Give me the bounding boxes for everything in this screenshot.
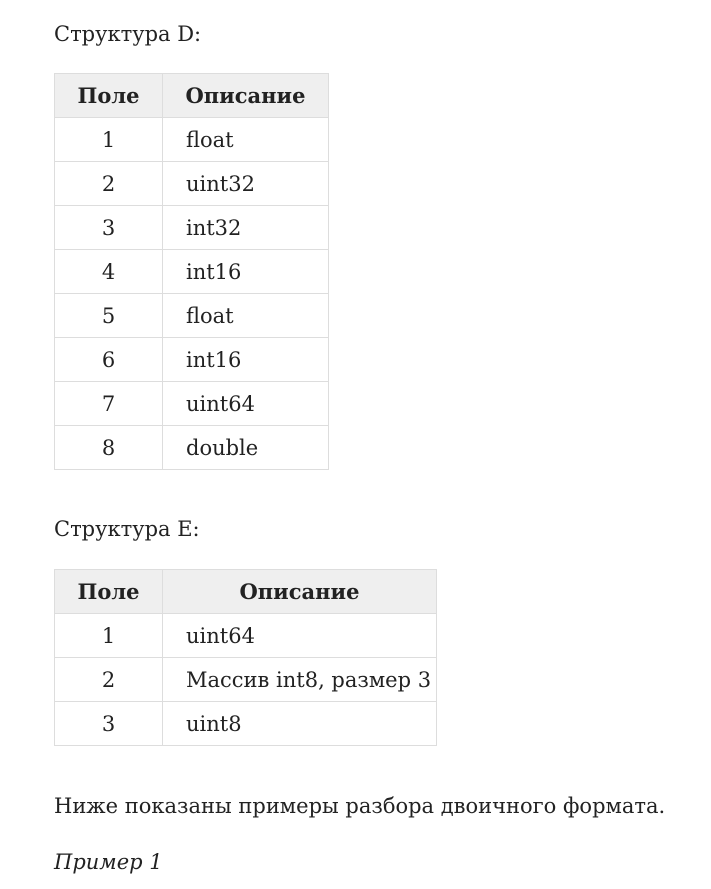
field-description-cell: float xyxy=(163,294,329,338)
table-header-row xyxy=(55,570,437,614)
structure-e-title: Структура E: xyxy=(54,517,200,541)
table-row xyxy=(55,426,329,470)
table-row xyxy=(55,118,329,162)
table-header-row xyxy=(55,74,329,118)
table-row xyxy=(55,250,329,294)
field-description-cell: uint8 xyxy=(163,702,437,746)
field-number-cell: 7 xyxy=(55,382,163,426)
field-number-cell: 1 xyxy=(55,614,163,658)
structure-e-table xyxy=(54,569,437,746)
field-description-cell: uint32 xyxy=(163,162,329,206)
table-row xyxy=(55,294,329,338)
table-row xyxy=(55,702,437,746)
table-row xyxy=(55,206,329,250)
field-number-cell: 1 xyxy=(55,118,163,162)
field-description-cell: uint64 xyxy=(163,382,329,426)
field-description-cell: double xyxy=(163,426,329,470)
field-description-cell: int32 xyxy=(163,206,329,250)
table-row xyxy=(55,338,329,382)
column-header-description: Описание xyxy=(163,570,437,614)
field-number-cell: 3 xyxy=(55,206,163,250)
example-heading: Пример 1 xyxy=(54,850,163,874)
structure-d-title: Структура D: xyxy=(54,22,202,46)
description-paragraph: Ниже показаны примеры разбора двоичного формата. xyxy=(54,794,666,818)
field-number-cell: 6 xyxy=(55,338,163,382)
column-header-field: Поле xyxy=(55,74,163,118)
field-number-cell: 3 xyxy=(55,702,163,746)
table-row xyxy=(55,162,329,206)
field-number-cell: 2 xyxy=(55,658,163,702)
column-header-field: Поле xyxy=(55,570,163,614)
field-number-cell: 5 xyxy=(55,294,163,338)
table-row xyxy=(55,614,437,658)
column-header-description: Описание xyxy=(163,74,329,118)
field-description-cell: uint64 xyxy=(163,614,437,658)
field-description-cell: Массив int8, размер 3 xyxy=(163,658,437,702)
field-number-cell: 2 xyxy=(55,162,163,206)
field-description-cell: int16 xyxy=(163,250,329,294)
field-number-cell: 4 xyxy=(55,250,163,294)
field-description-cell: float xyxy=(163,118,329,162)
table-row xyxy=(55,658,437,702)
field-description-cell: int16 xyxy=(163,338,329,382)
structure-d-table xyxy=(54,73,329,470)
table-row xyxy=(55,382,329,426)
field-number-cell: 8 xyxy=(55,426,163,470)
